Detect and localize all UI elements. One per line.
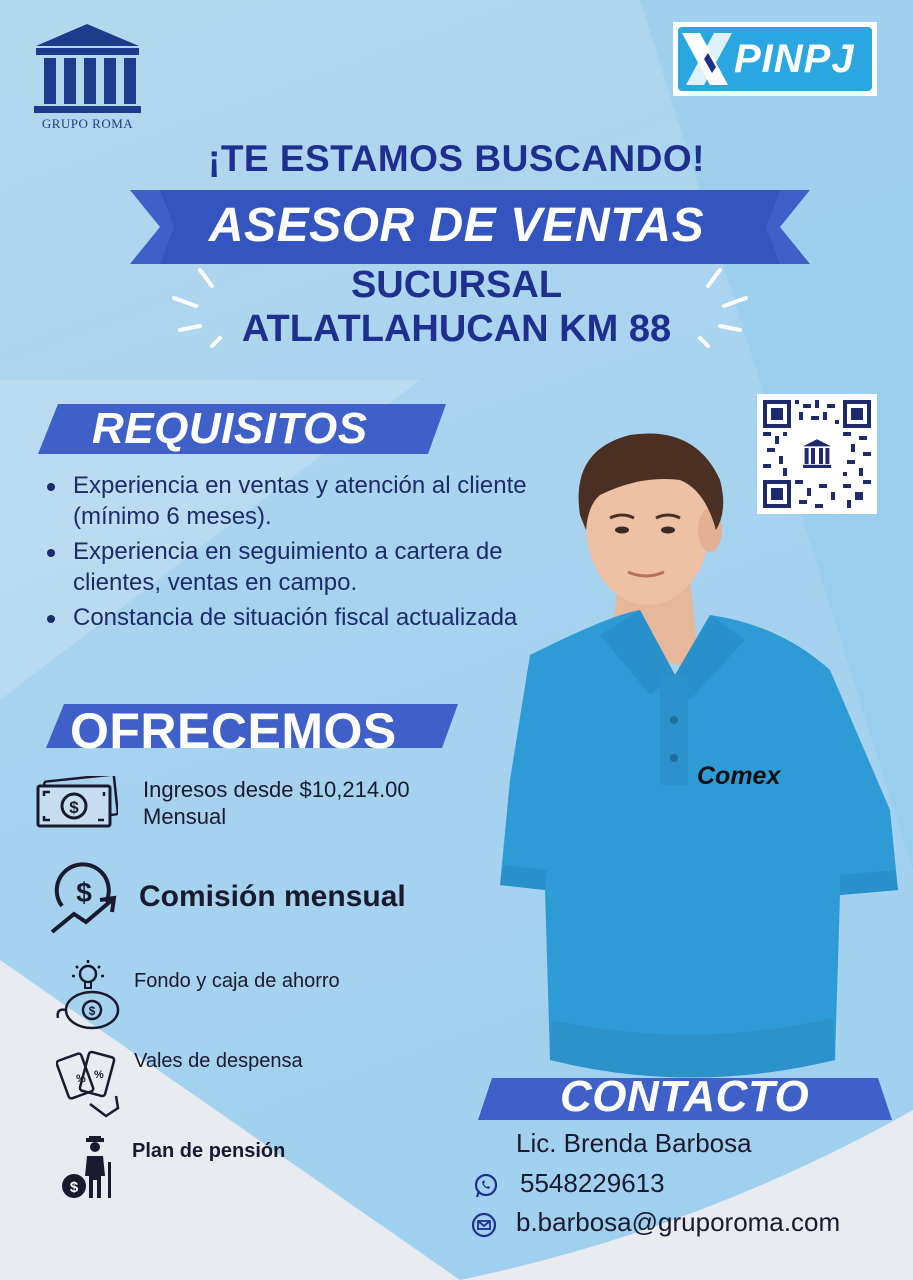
grupo-roma-logo xyxy=(30,20,145,135)
branch-name: ATLATLAHUCAN KM 88 xyxy=(241,308,672,350)
x-mark-icon xyxy=(678,27,738,91)
requirements-list xyxy=(45,470,555,637)
list-item: Experiencia en seguimiento a cartera de clientes, ventas en campo. xyxy=(45,536,555,598)
income-benefit xyxy=(143,776,410,830)
svg-text:$: $ xyxy=(76,877,92,908)
contact-name: Lic. Brenda Barbosa xyxy=(516,1128,752,1158)
list-item: Experiencia en ventas y atención al cliente (mínimo 6 meses). xyxy=(45,470,555,532)
pinpj-text: PINPJ xyxy=(734,37,855,81)
svg-text:$: $ xyxy=(69,798,79,817)
temple-icon xyxy=(30,20,145,116)
contact-title: CONTACTO xyxy=(560,1072,810,1121)
pension-icon xyxy=(58,1136,118,1200)
income-amount: Ingresos desde $10,214.00 xyxy=(143,777,410,802)
svg-text:$: $ xyxy=(69,1179,79,1196)
whatsapp-icon xyxy=(472,1172,500,1200)
vouchers-icon xyxy=(56,1046,126,1120)
savings-fund-benefit: Fondo y caja de ahorro xyxy=(134,970,340,992)
requirements-title: REQUISITOS xyxy=(92,404,368,453)
money-bills-icon xyxy=(36,776,118,830)
piggy-bank-icon xyxy=(52,958,124,1034)
svg-text:$: $ xyxy=(88,1004,96,1018)
svg-text:%: % xyxy=(94,1069,104,1081)
headline: ¡TE ESTAMOS BUSCANDO! xyxy=(208,138,705,179)
svg-text:%: % xyxy=(76,1073,86,1085)
grupo-roma-text: GRUPO ROMA xyxy=(41,116,134,131)
list-item: Constancia de situación fiscal actualizada xyxy=(45,602,555,633)
contact-phone-link[interactable]: 5548229613 xyxy=(520,1168,665,1198)
vouchers-benefit: Vales de despensa xyxy=(134,1050,303,1072)
branch-label: SUCURSAL xyxy=(350,264,563,306)
offer-title: OFRECEMOS xyxy=(70,703,397,759)
commission-benefit: Comisión mensual xyxy=(139,880,406,913)
pension-benefit: Plan de pensión xyxy=(132,1140,286,1162)
contact-email-link[interactable]: b.barbosa@gruporoma.com xyxy=(516,1207,841,1237)
income-period: Mensual xyxy=(143,804,227,829)
pinpj-logo xyxy=(673,22,877,96)
commission-growth-icon xyxy=(48,862,120,934)
shirt-brand-logo: Comex xyxy=(697,762,781,790)
position-title: ASESOR DE VENTAS xyxy=(208,199,705,252)
email-icon xyxy=(470,1211,498,1239)
